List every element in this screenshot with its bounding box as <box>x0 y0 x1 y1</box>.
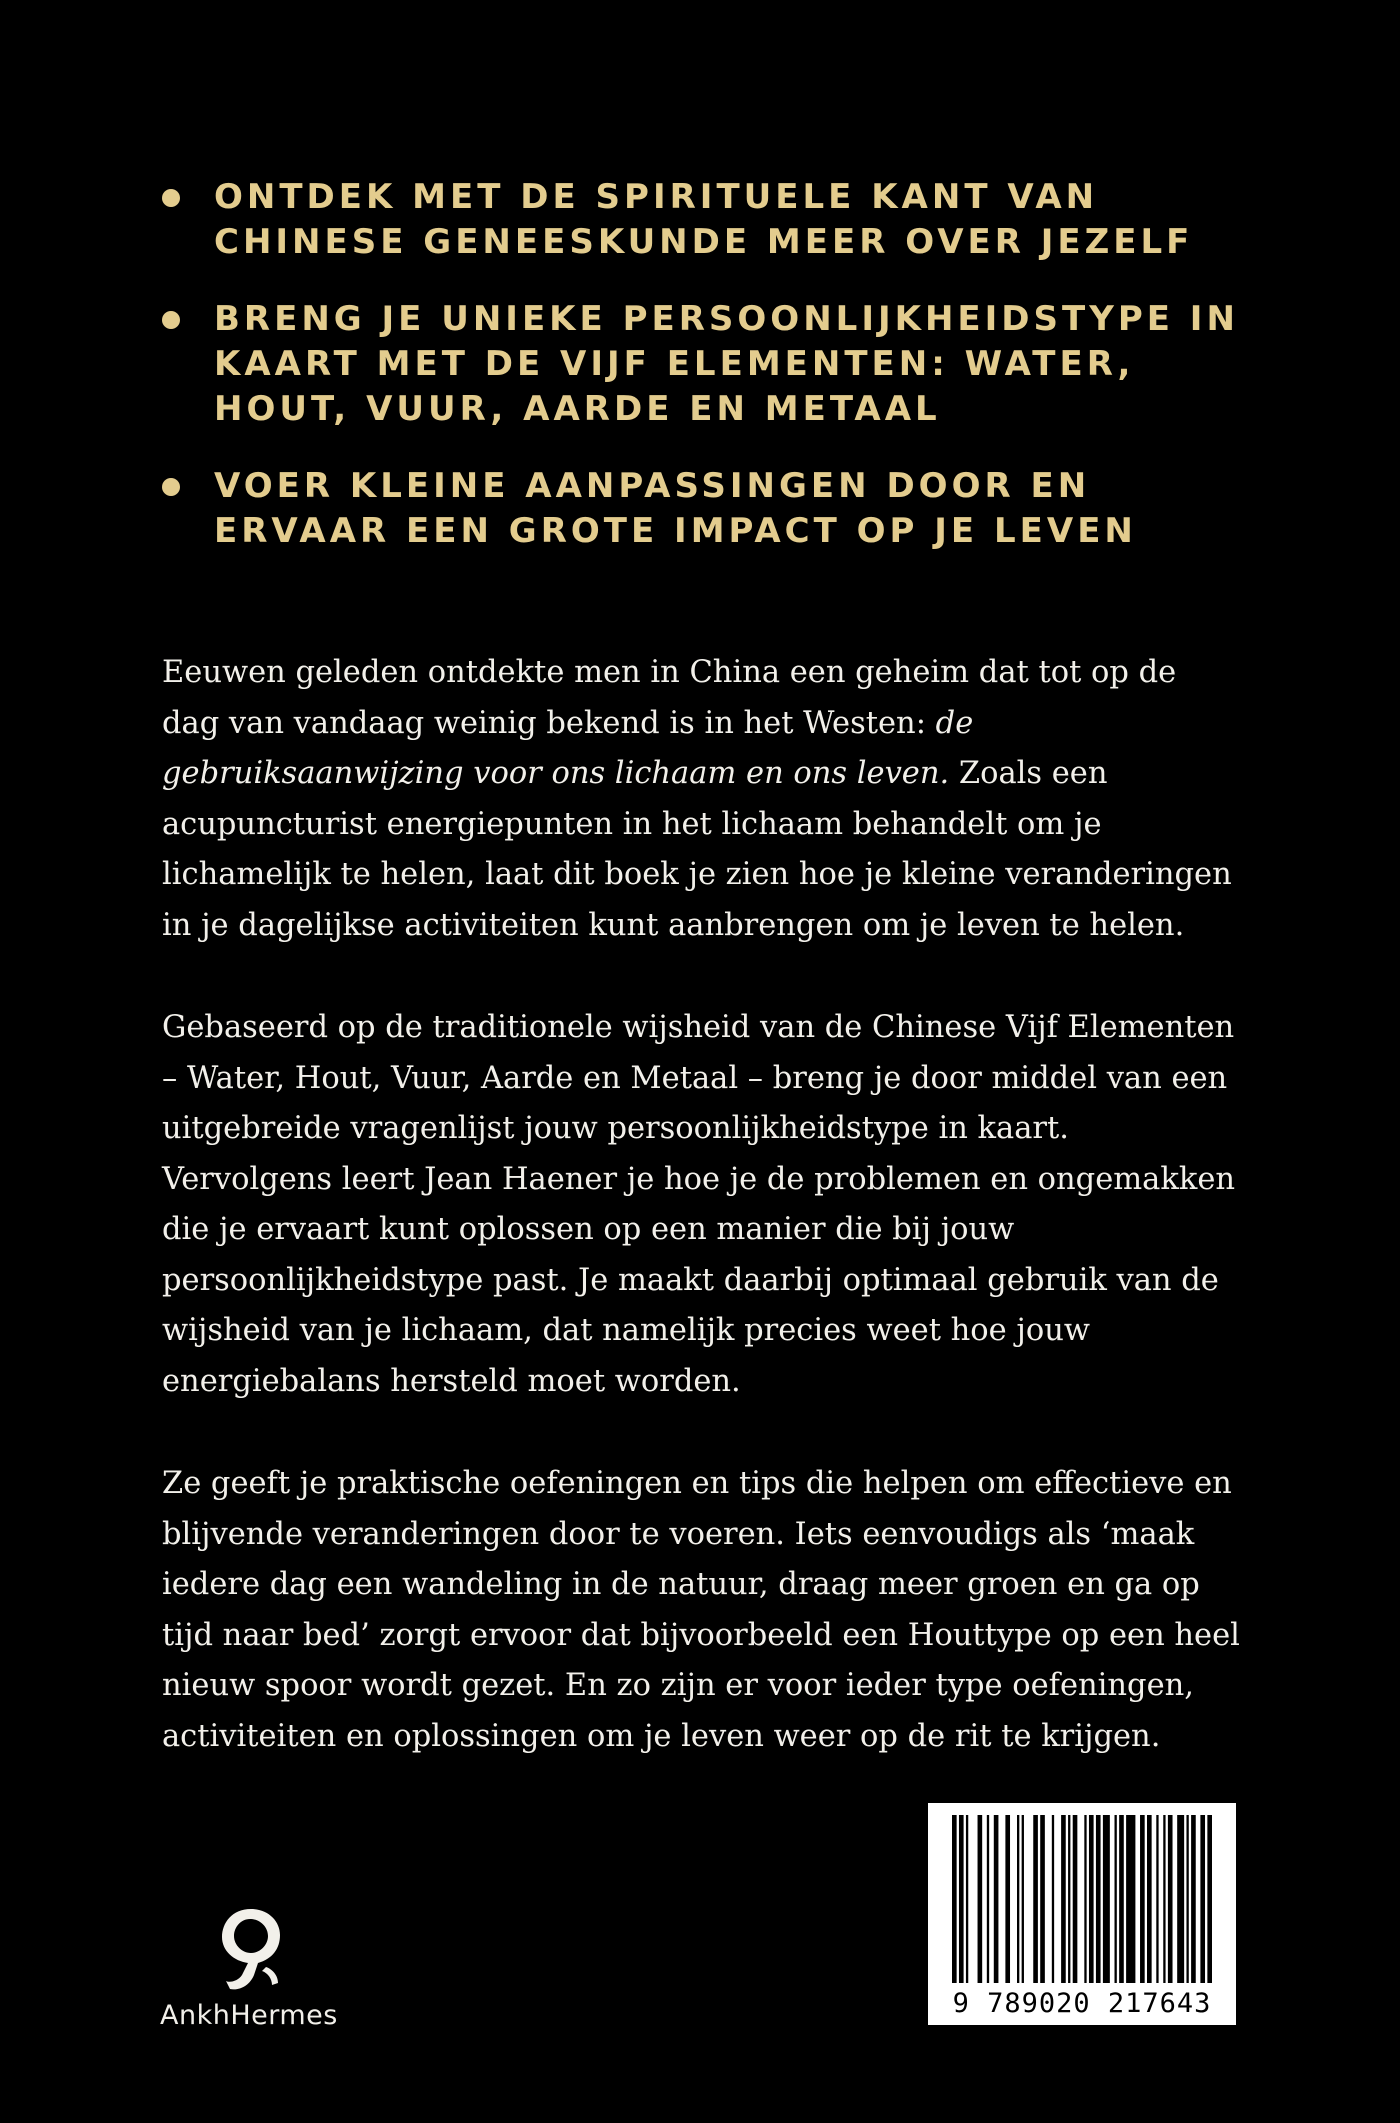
barcode-bar <box>1103 1815 1110 1983</box>
barcode-bar <box>1177 1815 1184 1983</box>
barcode-bar <box>1096 1815 1101 1983</box>
selling-point-text: VOER KLEINE AANPASSINGEN DOOR EN ERVAAR EEN GROTE IMPACT OP JE LEVEN <box>214 466 1137 551</box>
isbn-barcode <box>928 1803 1236 2025</box>
barcode-bar <box>1147 1815 1152 1983</box>
blurb-paragraph-2: Gebaseerd op de traditionele wijsheid van de Chinese Vijf Elementen – Water, Hout, Vuur, Aarde en Metaal – breng je door middel van een uitgebreide vragenlijst jouw persoonlijkheidstype in kaart. Vervolgens leert Jean Haener je hoe je de problemen en ongemakken die je ervaart kunt oplossen op een manier die bij jouw persoonlijkheidstype past. Je maakt daarbij optimaal gebruik van de wijsheid van je lichaam, dat namelijk precies weet hoe jouw energiebalans hersteld moet worden. <box>162 1010 1236 1399</box>
barcode-bar <box>952 1815 957 1983</box>
blurb-p1-start: Eeuwen geleden ontdekte men in China een geheim dat tot op de dag van vandaag weinig bekend is in het Westen: <box>162 655 1177 741</box>
barcode-bar <box>1005 1815 1010 1983</box>
barcode-bar <box>987 1815 989 1983</box>
barcode-bar <box>959 1815 964 1983</box>
selling-point-text: ONTDEK MET DE SPIRITUELE KANT VAN CHINESE GENEESKUNDE MEER OVER JEZELF <box>214 177 1194 262</box>
barcode-bar <box>1163 1815 1165 1983</box>
barcode-bar <box>1140 1815 1145 1983</box>
selling-point <box>160 464 1260 554</box>
bullet-dot-icon <box>162 311 180 329</box>
barcode-bar <box>1186 1815 1188 1983</box>
barcode-bar <box>1191 1815 1196 1983</box>
bullet-dot-icon <box>162 478 180 496</box>
barcode-bar <box>1040 1815 1045 1983</box>
blurb-paragraph-1 <box>162 648 1242 951</box>
blurb-p1-end: Zoals een acupuncturist energiepunten in het lichaam behandelt om je lichamelijk te helen, laat dit boek je zien hoe je kleine veranderingen in je dagelijkse activiteiten kunt aanbrengen om je leven te helen. <box>162 756 1232 943</box>
barcode-bar <box>1073 1815 1078 1983</box>
barcode-bar <box>1017 1815 1019 1983</box>
barcode-bar <box>1084 1815 1086 1983</box>
barcode-bar <box>1022 1815 1024 1983</box>
blurb-p1-italic: de gebruiksaanwijzing voor ons lichaam en ons leven. <box>162 705 974 791</box>
isbn-number: 9 789020 217643 <box>952 1988 1212 2019</box>
blurb <box>162 648 1242 1814</box>
selling-point <box>160 297 1260 432</box>
barcode-bar <box>1033 1815 1038 1983</box>
barcode-bar <box>966 1815 968 1983</box>
barcode-bar <box>1115 1815 1117 1983</box>
barcode-bar <box>1119 1815 1124 1983</box>
barcode-bar <box>1052 1815 1054 1983</box>
blurb-paragraph-3: Ze geeft je praktische oefeningen en tips die helpen om effectieve en blijvende veranderingen door te voeren. Iets eenvoudigs als ‘maak iedere dag een wandeling in de natuur, draag meer groen en ga op tijd naar bed’ zorgt ervoor dat bijvoorbeeld een Houttype op een heel nieuw spoor wordt gezet. En zo zijn er voor ieder type oefeningen, activiteiten en oplossingen om je leven weer op de rit te krijgen. <box>162 1466 1240 1754</box>
publisher-logo <box>160 1905 340 2035</box>
barcode-bar <box>1126 1815 1135 1983</box>
barcode-bar <box>1089 1815 1094 1983</box>
barcode-bar <box>1068 1815 1070 1983</box>
barcode-bar <box>1168 1815 1173 1983</box>
selling-point-text: BRENG JE UNIEKE PERSOONLIJKHEIDSTYPE IN KAART MET DE VIJF ELEMENTEN: WATER, HOUT, VUUR, AARDE EN METAAL <box>214 299 1239 429</box>
bullet-dot-icon <box>162 189 180 207</box>
publisher-name: AnkhHermes <box>160 2000 338 2031</box>
barcode-bar <box>1200 1815 1205 1983</box>
barcode-bar <box>978 1815 983 1983</box>
barcode-bars <box>952 1815 1212 1983</box>
selling-point <box>160 175 1260 265</box>
barcode-bar <box>994 1815 999 1983</box>
selling-points-list <box>160 175 1260 586</box>
ankhhermes-logo-icon <box>212 1905 290 1991</box>
barcode-bar <box>1061 1815 1066 1983</box>
barcode-bar <box>1207 1815 1212 1983</box>
barcode-bar <box>1156 1815 1158 1983</box>
